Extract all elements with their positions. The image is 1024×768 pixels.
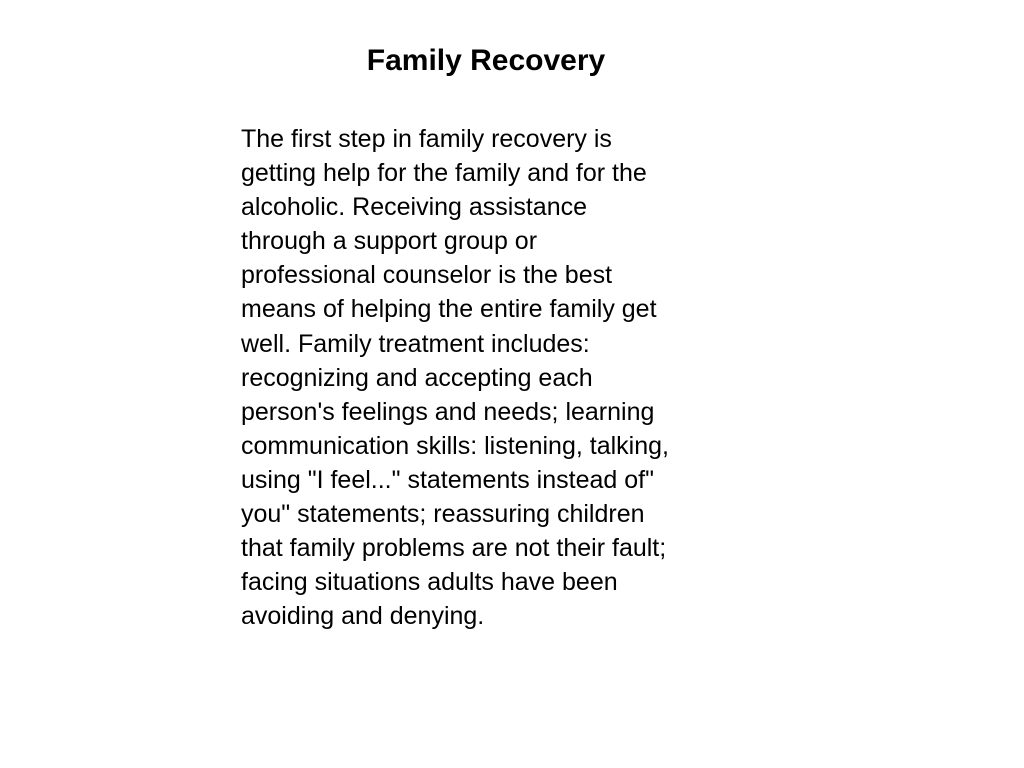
body-line: means of helping the entire family get	[241, 295, 657, 324]
body-line: recognizing and accepting each	[241, 363, 593, 392]
body-line: getting help for the family and for the	[241, 159, 647, 188]
body-line: avoiding and denying.	[241, 602, 485, 631]
body-line: well. Family treatment includes:	[241, 329, 590, 358]
body-line: person's feelings and needs; learning	[241, 397, 655, 426]
body-line: communication skills: listening, talking,	[241, 431, 669, 460]
slide-title: Family Recovery	[366, 44, 606, 77]
body-line: that family problems are not their fault;	[241, 534, 667, 563]
body-line: The first step in family recovery is	[241, 125, 612, 153]
body-line: you" statements; reassuring children	[241, 500, 645, 529]
body-line: facing situations adults have been	[241, 568, 618, 597]
slide-body-text	[241, 122, 736, 633]
body-line: through a support group or	[241, 227, 538, 256]
body-line: alcoholic. Receiving assistance	[241, 193, 588, 222]
body-line: using "I feel..." statements instead of"	[241, 465, 654, 494]
body-line: professional counselor is the best	[241, 261, 613, 290]
